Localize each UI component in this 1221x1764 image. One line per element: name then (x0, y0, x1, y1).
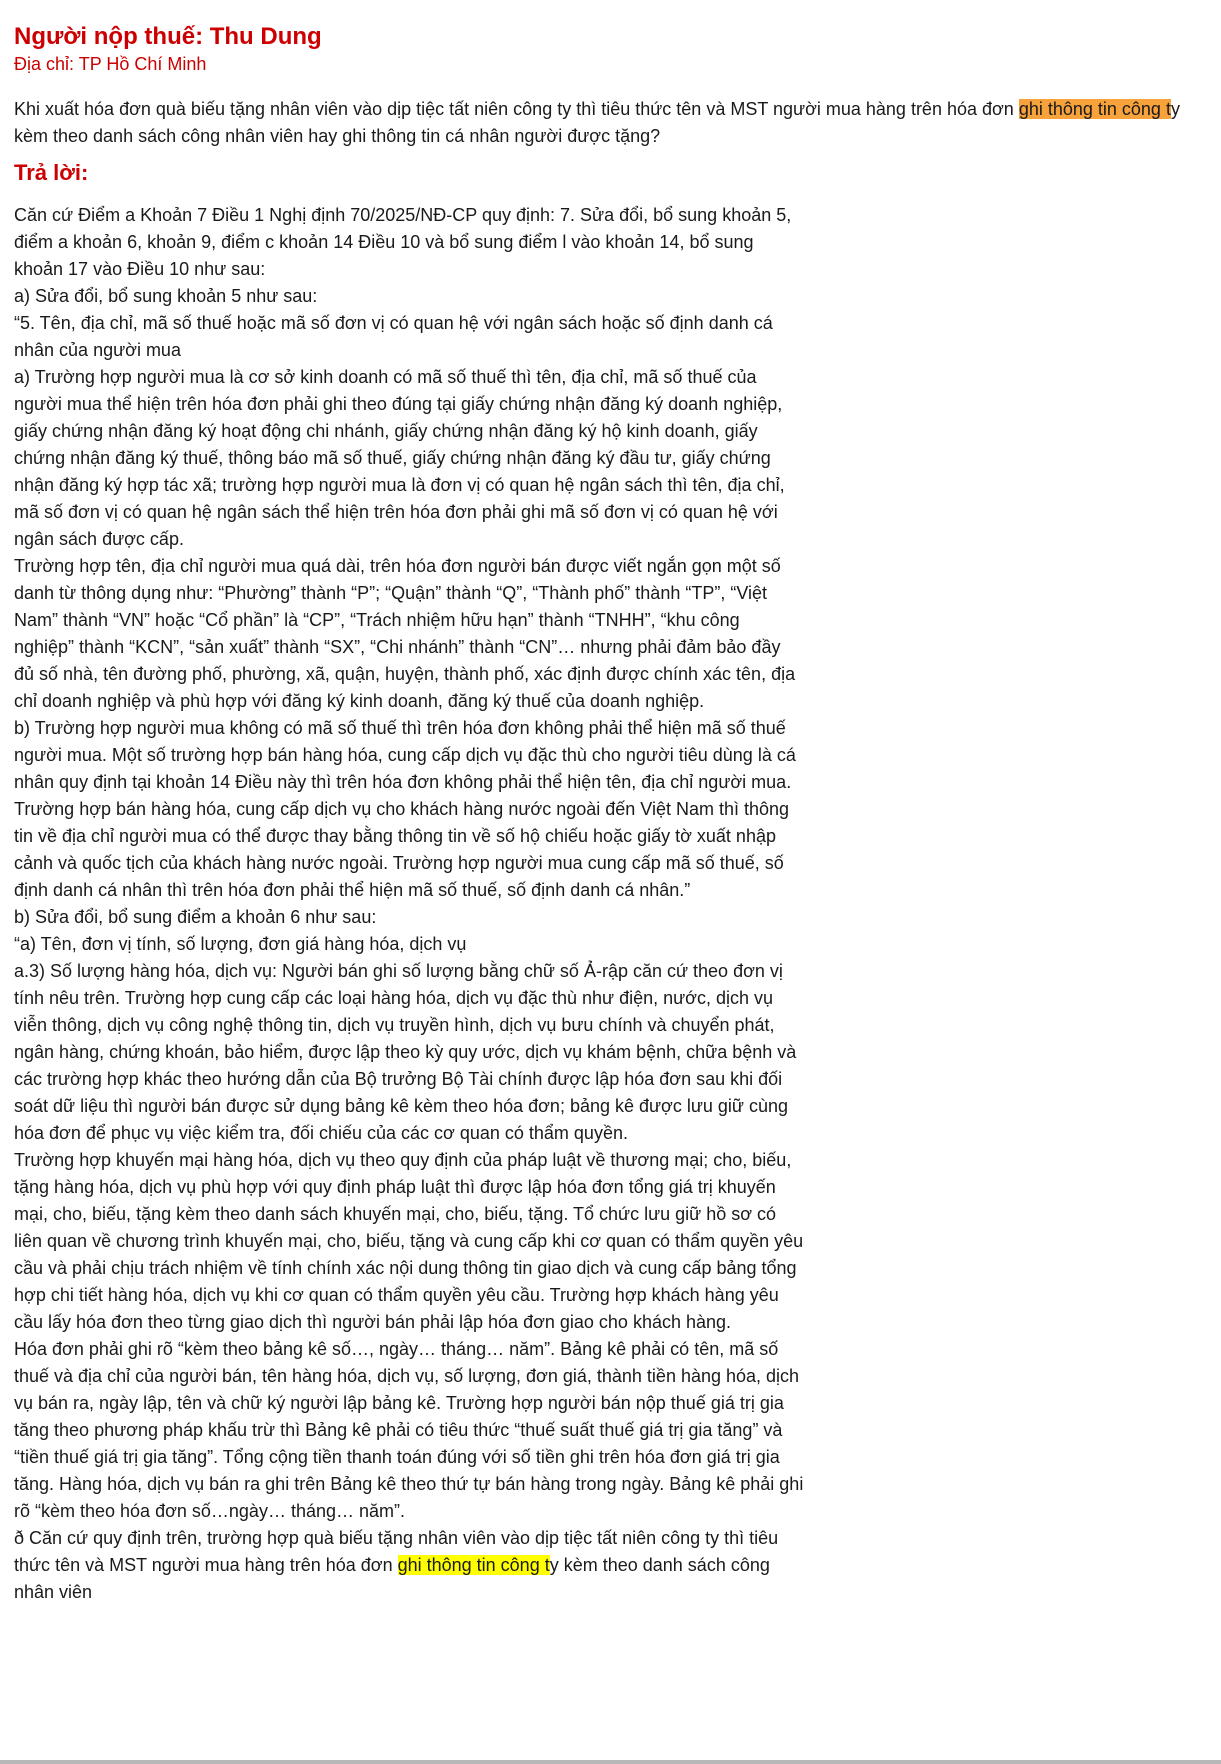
question-text-end: y kèm theo danh sách công nhân viên hay ghi thông tin cá nhân người được tặng? (14, 99, 1180, 146)
conclusion-text-start: ð Căn cứ quy định trên, trường hợp quà biếu tặng nhân viên vào dịp tiệc tất niên công ty thì tiêu thức tên và MST người mua hàng trên hóa đơn (14, 1528, 779, 1575)
answer-paragraph: Căn cứ Điểm a Khoản 7 Điều 1 Nghị định 70/2025/NĐ-CP quy định: 7. Sửa đổi, bổ sung khoản 5, điểm a khoản 6, khoản 9, điểm c khoản 14 Điều 10 và bổ sung điểm l vào khoản 14, bổ sung khoản 17 vào Điều 10 như sau: (14, 205, 792, 279)
answer-body (14, 202, 804, 1606)
answer-paragraph: “5. Tên, địa chỉ, mã số thuế hoặc mã số đơn vị có quan hệ với ngân sách hoặc số định danh cá nhân của người mua (14, 313, 773, 360)
answer-paragraph: “a) Tên, đơn vị tính, số lượng, đơn giá hàng hóa, dịch vụ (14, 934, 467, 954)
answer-paragraph: a) Trường hợp người mua là cơ sở kinh doanh có mã số thuế thì tên, địa chỉ, mã số thuế của người mua thể hiện trên hóa đơn phải ghi theo đúng tại giấy chứng nhận đăng ký doanh nghiệp, giấy chứng nhận đăng ký hoạt động chi nhánh, giấy chứng nhận đăng ký hộ kinh doanh, giấy chứng nhận đăng ký thuế, thông báo mã số thuế, giấy chứng nhận đăng ký đầu tư, giấy chứng nhận đăng ký hợp tác xã; trường hợp người mua là đơn vị có quan hệ ngân sách thì tên, địa chỉ, mã số đơn vị có quan hệ ngân sách thể hiện trên hóa đơn phải ghi mã số đơn vị có quan hệ với ngân sách được cấp. (14, 367, 785, 549)
answer-heading: Trả lời: (14, 160, 89, 185)
question-text-start: Khi xuất hóa đơn quà biếu tặng nhân viên vào dịp tiệc tất niên công ty thì tiêu thức tên và MST người mua hàng trên hóa đơn (14, 99, 1019, 119)
answer-paragraph: Trường hợp khuyến mại hàng hóa, dịch vụ theo quy định của pháp luật về thương mại; cho, biếu, tặng hàng hóa, dịch vụ phù hợp với quy định pháp luật thì được lập hóa đơn tổng giá trị khuyến mại, cho, biếu, tặng kèm theo danh sách khuyến mại, cho, biếu, tặng. Tổ chức lưu giữ hồ sơ có liên quan về chương trình khuyến mại, cho, biếu, tặng và cung cấp khi cơ quan có thẩm quyền yêu cầu và phải chịu trách nhiệm về tính chính xác nội dung thông tin giao dịch và cung cấp bảng tổng hợp chi tiết hàng hóa, dịch vụ khi cơ quan có thẩm quyền yêu cầu. Trường hợp khách hàng yêu cầu lấy hóa đơn theo từng giao dịch thì người bán phải lập hóa đơn giao cho khách hàng. (14, 1150, 804, 1332)
answer-paragraph: a.3) Số lượng hàng hóa, dịch vụ: Người bán ghi số lượng bằng chữ số Ả-rập căn cứ theo đơn vị tính nêu trên. Trường hợp cung cấp các loại hàng hóa, dịch vụ đặc thù như điện, nước, dịch vụ viễn thông, dịch vụ công nghệ thông tin, dịch vụ truyền hình, dịch vụ bưu chính và chuyển phát, ngân hàng, chứng khoán, bảo hiểm, được lập theo kỳ quy ước, dịch vụ khám bệnh, chữa bệnh và các trường hợp khác theo hướng dẫn của Bộ trưởng Bộ Tài chính được lập hóa đơn sau khi đối soát dữ liệu thì người bán được sử dụng bảng kê kèm theo hóa đơn; bảng kê được lưu giữ cùng hóa đơn để phục vụ việc kiểm tra, đối chiếu của các cơ quan có thẩm quyền. (14, 961, 797, 1143)
conclusion-paragraph (14, 1525, 804, 1606)
answer-paragraph: Hóa đơn phải ghi rõ “kèm theo bảng kê số…, ngày… tháng… năm”. Bảng kê phải có tên, mã số thuế và địa chỉ của người bán, tên hàng hóa, dịch vụ, số lượng, đơn giá, thành tiền hàng hóa, dịch vụ bán ra, ngày lập, tên và chữ ký người lập bảng kê. Trường hợp người bán nộp thuế giá trị gia tăng theo phương pháp khấu trừ thì Bảng kê phải có tiêu thức “thuế suất thuế giá trị gia tăng” và “tiền thuế giá trị gia tăng”. Tổng cộng tiền thanh toán đúng với số tiền ghi trên hóa đơn giá trị gia tăng. Hàng hóa, dịch vụ bán ra ghi trên Bảng kê theo thứ tự bán hàng trong ngày. Bảng kê phải ghi rõ “kèm theo hóa đơn số…ngày… tháng… năm”. (14, 1339, 804, 1521)
answer-paragraph: Trường hợp tên, địa chỉ người mua quá dài, trên hóa đơn người bán được viết ngắn gọn một số danh từ thông dụng như: “Phường” thành “P”; “Quận” thành “Q”, “Thành phố” thành “TP”, “Việt Nam” thành “VN” hoặc “Cổ phần” là “CP”, “Trách nhiệm hữu hạn” thành “TNHH”, “khu công nghiệp” thành “KCN”, “sản xuất” thành “SX”, “Chi nhánh” thành “CN”… nhưng phải đảm bảo đầy đủ số nhà, tên đường phố, phường, xã, quận, huyện, thành phố, xác định được chính xác tên, địa chỉ doanh nghiệp và phù hợp với đăng ký kinh doanh, đăng ký thuế của doanh nghiệp. (14, 556, 796, 711)
question-text (14, 96, 1199, 150)
answer-paragraph: a) Sửa đổi, bổ sung khoản 5 như sau: (14, 286, 318, 306)
conclusion-highlight: ghi thông tin công t (397, 1555, 550, 1575)
bottom-divider (0, 1760, 1221, 1764)
taxpayer-title: Người nộp thuế: Thu Dung (14, 23, 322, 50)
taxpayer-address: Địa chỉ: TP Hồ Chí Minh (14, 54, 207, 74)
conclusion-text-end: y kèm theo danh sách công nhân viên (14, 1555, 770, 1602)
answer-paragraph: b) Trường hợp người mua không có mã số thuế thì trên hóa đơn không phải thể hiện mã số thuế người mua. Một số trường hợp bán hàng hóa, cung cấp dịch vụ đặc thù cho người tiêu dùng là cá nhân quy định tại khoản 14 Điều này thì trên hóa đơn không phải thể hiện tên, địa chỉ người mua. Trường hợp bán hàng hóa, cung cấp dịch vụ cho khách hàng nước ngoài đến Việt Nam thì thông tin về địa chỉ người mua có thể được thay bằng thông tin về số hộ chiếu hoặc giấy tờ xuất nhập cảnh và quốc tịch của khách hàng nước ngoài. Trường hợp người mua cung cấp mã số thuế, số định danh cá nhân thì trên hóa đơn phải thể hiện mã số thuế, số định danh cá nhân.” (14, 718, 796, 900)
answer-paragraph: b) Sửa đổi, bổ sung điểm a khoản 6 như sau: (14, 907, 377, 927)
question-highlight: ghi thông tin công t (1018, 99, 1171, 119)
